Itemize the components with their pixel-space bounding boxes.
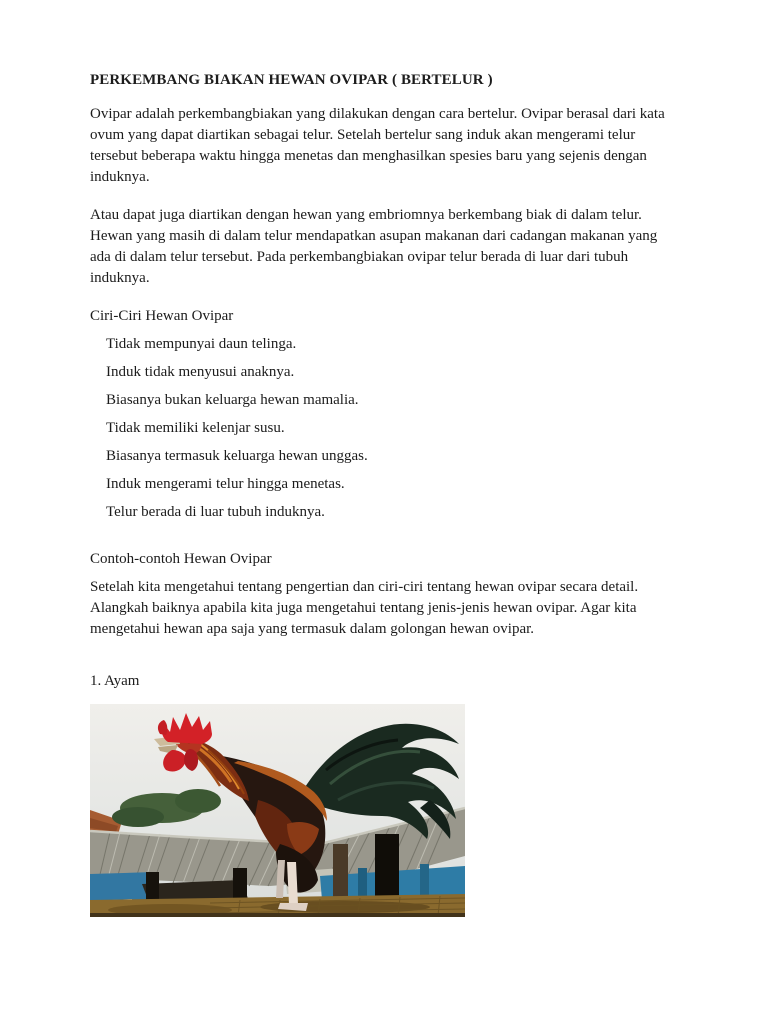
list-item: Tidak mempunyai daun telinga. xyxy=(106,336,297,352)
ciri-list xyxy=(90,334,678,523)
list-item: Induk mengerami telur hingga menetas. xyxy=(106,476,345,492)
rooster-photo xyxy=(90,704,465,917)
paragraph-ovipar-definition: Ovipar adalah perkembangbiakan yang dilakukan dengan cara bertelur. Ovipar berasal dari kata ovum yang dapat diartikan sebagai telur. Setelah bertelur sang induk akan mengerami telur tersebut beberapa waktu hingga menetas dan menghasilkan spesies baru yang sejenis dengan induknya. xyxy=(90,106,665,185)
heading-contoh: Contoh-contoh Hewan Ovipar xyxy=(90,551,272,567)
list-item: Biasanya termasuk keluarga hewan unggas. xyxy=(106,448,368,464)
list-item: Tidak memiliki kelenjar susu. xyxy=(106,420,285,436)
page-title: PERKEMBANG BIAKAN HEWAN OVIPAR ( BERTELUR ) xyxy=(90,72,493,88)
paragraph-ovipar-embryo: Atau dapat juga diartikan dengan hewan yang embriomnya berkembang biak di dalam telur. Hewan yang masih di dalam telur mendapatkan asupan makanan dari cadangan makanan yang ada di dalam telur tersebut. Pada perkembangbiakan ovipar telur berada di luar dari tubuh induknya. xyxy=(90,207,658,286)
list-item: Induk tidak menyusui anaknya. xyxy=(106,364,295,380)
rooster-photo-illustration xyxy=(90,704,465,917)
heading-ciri-ciri: Ciri-Ciri Hewan Ovipar xyxy=(90,308,234,324)
list-item: Telur berada di luar tubuh induknya. xyxy=(106,504,325,520)
paragraph-contoh-intro: Setelah kita mengetahui tentang pengertian dan ciri-ciri tentang hewan ovipar secara detail. Alangkah baiknya apabila kita juga mengetahui tentang jenis-jenis hewan ovipar. Agar kita mengetahui hewan apa saja yang termasuk dalam golongan hewan ovipar. xyxy=(90,579,639,637)
list-item: Biasanya bukan keluarga hewan mamalia. xyxy=(106,392,359,408)
example-1-ayam-label: 1. Ayam xyxy=(90,673,140,689)
